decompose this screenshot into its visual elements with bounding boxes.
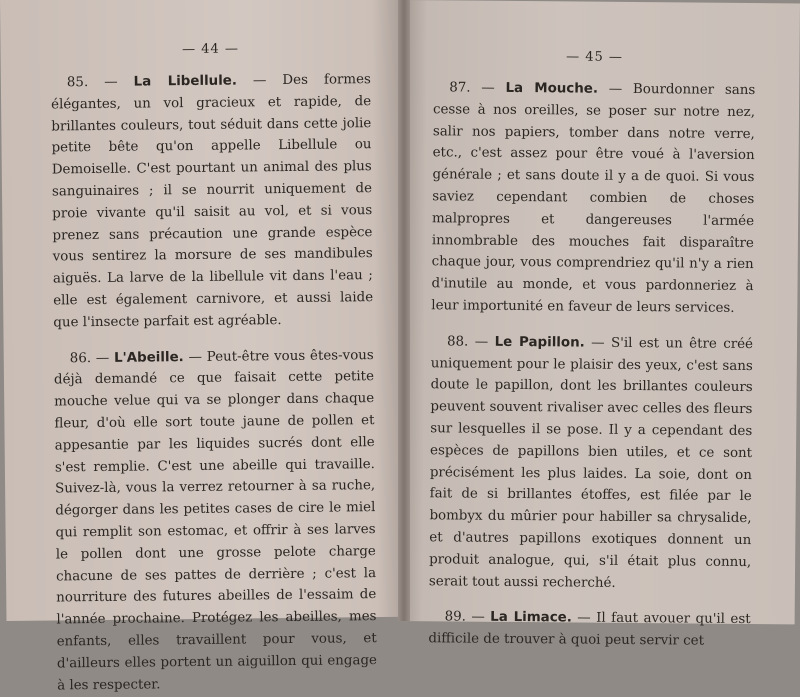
entry-dash: — bbox=[95, 350, 110, 366]
entry-dash: — bbox=[471, 609, 485, 626]
entry-number: 89. bbox=[444, 609, 466, 625]
entry-89 bbox=[428, 607, 750, 653]
entry-number: 86. bbox=[69, 350, 92, 366]
entry-title: La Libellule. bbox=[133, 73, 238, 90]
page-number: — 45 — bbox=[566, 49, 623, 65]
entry-title: L'Abeille. bbox=[114, 349, 184, 366]
page-number: — 44 — bbox=[182, 41, 240, 58]
entry-text: — Il faut avouer qu'il est difficile de trouver à quoi peut servir cet bbox=[428, 610, 751, 649]
entry-86 bbox=[54, 345, 378, 697]
entry-87 bbox=[431, 77, 755, 320]
entry-title: Le Papillon. bbox=[494, 334, 585, 351]
entry-number: 85. bbox=[66, 75, 89, 91]
entry-dash: — bbox=[474, 334, 489, 350]
entry-85 bbox=[51, 69, 374, 334]
book-gutter bbox=[398, 0, 410, 621]
entry-number: 87. bbox=[449, 80, 471, 96]
entry-title: La Limace. bbox=[490, 610, 572, 626]
entry-text: — Peut-être vous êtes-vous déjà demandé ce que faisait cette petite mouche velue qui va se plonger dans chaque fleur, d'où elle sort toute jaune de pollen et appesantie par les liquides sucrés dont elle s'est remplie. C'est une abeille qui travaille. Suivez-là, vous la verrez retourner à sa ruche, dégorger dans les petites cases de cire le miel qui remplit son estomac, et offrir à ses larves le pollen dont une grosse pelote charge chacune de ses pattes de derrière ; c'est la nourriture des futures abeilles de l'essaim de l'année prochaine. Protégez les abeilles, mes enfants, elles travaillent pour vous, et d'ailleurs elles portent un aiguillon qui engage à les respecter. bbox=[53, 347, 378, 693]
right-page bbox=[399, 0, 800, 649]
entry-88 bbox=[429, 331, 753, 595]
entry-text: — Bourdonner sans cesse à nos oreilles, se poser sur notre nez, salir nos papiers, tomber dans notre verre, etc., c'est assez pour être voué à l'aversion générale ; et sans doute il y a de quoi. Si vous saviez cependant combien de choses malpropres et dangereuses l'armée innombrable des mouches fait disparaître chaque jour, vous comprendriez qu'il n'y a rien d'inutile au monde, et vous pardonneriez à leur importunité en faveur de leurs services. bbox=[431, 81, 756, 316]
entry-text: — S'il est un être créé uniquement pour le plaisir des yeux, c'est sans doute le papillon, dont les brillantes couleurs peuvent souvent rivaliser avec celles des fleurs sur lesquelles il se pose. Il y a cependant des espèces de papillons bien utiles, et ce sont précisément les plus laides. La soie, dont on fait de si brillantes étoffes, est filée par le bombyx du mûrier pour habiller sa chrysalide, et d'autres papillons exotiques donnent un produit analogue, qui, s'il était plus connu, serait tout aussi recherché. bbox=[428, 335, 754, 591]
entry-dash: — bbox=[481, 80, 495, 96]
entry-dash: — bbox=[104, 74, 118, 90]
entry-title: La Mouche. bbox=[505, 80, 599, 97]
entry-text: — Des formes élégantes, un vol gracieux et rapide, de brillantes couleurs, tout séduit dans cette jolie petite bête qu'on appelle Libellule ou Demoiselle. C'est pourtant un animal des plus sanguinaires ; il se nourrit uniquement de proie vivante qu'il saisit au vol, et si vous prenez sans précaution une grande espèce vous sentirez la morsure de ses mandibules aiguës. La larve de la libellule vit dans l'eau ; elle est également carnivore, et aussi laide que l'insecte parfait est agréable. bbox=[51, 72, 374, 331]
entry-number: 88. bbox=[446, 334, 469, 350]
